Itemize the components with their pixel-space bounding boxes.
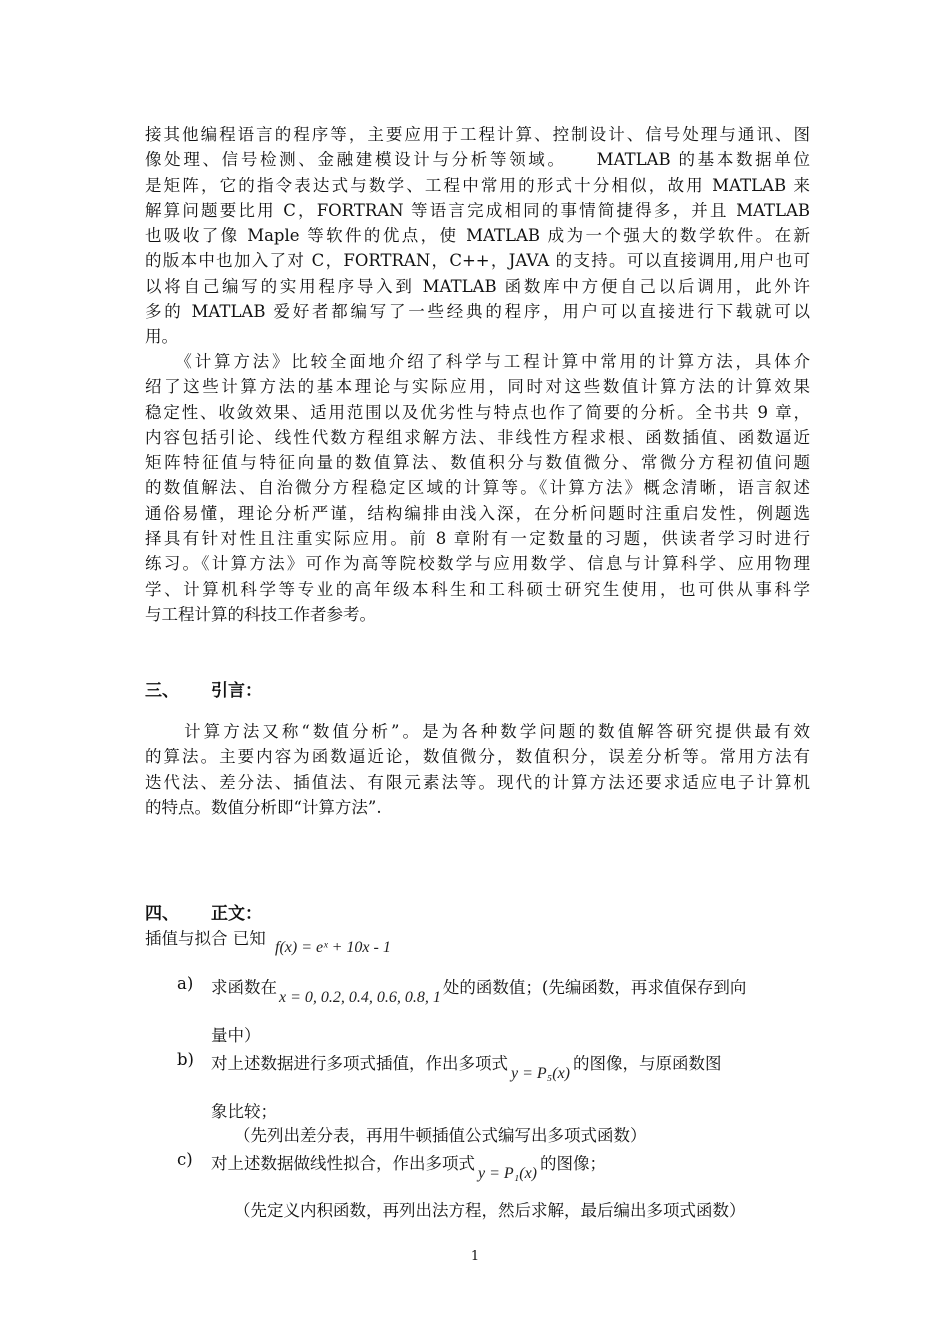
- paragraph-line: 像处理、信号检测、金融建模设计与分析等领域。 MATLAB 的基本数据单位: [145, 150, 810, 170]
- paragraph-line: 《计算方法》比较全面地介绍了科学与工程计算中常用的计算方法，具体介: [145, 352, 810, 371]
- paragraph-line: 与工程计算的科技工作者参考。: [145, 604, 376, 624]
- item-c-line: [211, 1150, 606, 1182]
- paragraph-line: 多的 MATLAB 爱好者都编写了一些经典的程序，用户可以直接进行下载就可以: [145, 302, 810, 322]
- paragraph-line: 的算法。主要内容为函数逼近论，数值微分，数值积分，误差分析等。常用方法有: [145, 747, 810, 767]
- paragraph-line: 练习。《计算方法》可作为高等院校数学与应用数学、信息与计算科学、应用物理: [145, 554, 810, 574]
- paragraph-line: 矩阵特征值与特征向量的数值算法、数值积分与数值微分、常微分方程初值问题: [145, 453, 810, 473]
- item-c-note: （先定义内积函数，再列出法方程，然后求解，最后编出多项式函数）: [234, 1201, 746, 1220]
- paragraph-line: 以将自己编写的实用程序导入到 MATLAB 函数库中方便自己以后调用，此外许: [145, 276, 810, 296]
- paragraph-line: 绍了这些计算方法的基本理论与实际应用，同时对这些数值计算方法的计算效果: [145, 377, 810, 397]
- section-title: 引言：: [211, 681, 262, 701]
- item-b-note: （先列出差分表，再用牛顿插值公式编写出多项式函数）: [234, 1126, 647, 1145]
- section-title: 正文：: [211, 904, 262, 924]
- formula-x-values: x = 0, 0.2, 0.4, 0.6, 0.8, 1: [279, 989, 441, 1006]
- paragraph-line: 也吸收了像 Maple 等软件的优点，使 MATLAB 成为一个强大的数学软件。在新: [145, 226, 810, 246]
- item-label-b: b): [177, 1050, 194, 1069]
- paragraph-line: 的版本中也加入了对 C，FORTRAN，C++，JAVA 的支持。可以直接调用,用户也可: [145, 251, 810, 271]
- formula-f-definition: f(x) = eˣ + 10x - 1: [275, 939, 391, 956]
- section-number: 四、: [145, 904, 179, 924]
- paragraph-line: 内容包括引论、线性代数方程组求解方法、非线性方程求根、函数插值、函数逼近: [145, 427, 810, 447]
- paragraph-line: 择具有针对性且注重实际应用。前 8 章附有一定数量的习题，供读者学习时进行: [145, 529, 810, 549]
- item-b-post: 的图像，与原函数图: [573, 1054, 722, 1073]
- paragraph-computing-methods-book: [145, 349, 810, 627]
- item-a-continuation: 量中）: [211, 1026, 261, 1045]
- formula-p1: y = P₁(x): [478, 1165, 537, 1182]
- paragraph-line: 计算方法又称“数值分析”。是为各种数学问题的数值解答研究提供最有效: [145, 722, 810, 741]
- item-a-pre: 求函数在: [211, 978, 277, 997]
- intro-text: 插值与拟合 已知: [145, 929, 266, 948]
- paragraph-line: 学、计算机科学等专业的高年级本科生和工科硕士研究生使用，也可供从事科学: [145, 579, 810, 599]
- paragraph-matlab: [145, 122, 810, 350]
- section-heading-body: [145, 899, 262, 924]
- paragraph-line: 用。: [145, 327, 178, 347]
- paragraph-line: 稳定性、收敛效果、适用范围以及优劣性与特点也作了简要的分析。全书共 9 章，: [145, 402, 810, 422]
- paragraph-line: 接其他编程语言的程序等，主要应用于工程计算、控制设计、信号处理与通讯、图: [145, 125, 810, 144]
- item-a-post: 处的函数值；(先编函数，再求值保存到向: [442, 978, 747, 997]
- formula-p5: y = P₅(x): [511, 1065, 570, 1082]
- item-b-pre: 对上述数据进行多项式插值，作出多项式: [211, 1054, 508, 1073]
- item-label-c: c): [177, 1150, 193, 1169]
- item-c-post: 的图像；: [540, 1154, 606, 1173]
- item-label-a: a): [177, 974, 194, 993]
- paragraph-line: 是矩阵，它的指令表达式与数学、工程中常用的形式十分相似，故用 MATLAB 来: [145, 175, 810, 195]
- page-number: 1: [470, 1249, 480, 1264]
- paragraph-numerical-analysis: [145, 719, 810, 820]
- section-number: 三、: [145, 681, 179, 701]
- paragraph-line: 解算问题要比用 C，FORTRAN 等语言完成相同的事情简捷得多，并且 MATLAB: [145, 200, 810, 220]
- paragraph-line: 的数值解法、自治微分方程稳定区域的计算等。《计算方法》概念清晰，语言叙述: [145, 478, 810, 498]
- intro-line: [145, 925, 391, 956]
- item-c-pre: 对上述数据做线性拟合，作出多项式: [211, 1154, 475, 1173]
- item-b-line: [211, 1050, 722, 1082]
- paragraph-line: 通俗易懂，理论分析严谨，结构编排由浅入深，在分析问题时注重启发性，例题选: [145, 503, 810, 523]
- item-b-continuation: 象比较；: [211, 1102, 277, 1121]
- paragraph-line: 的特点。数值分析即“计算方法”.: [145, 797, 382, 817]
- section-heading-intro: [145, 676, 262, 701]
- item-a-line: [211, 974, 747, 1006]
- paragraph-line: 迭代法、差分法、插值法、有限元素法等。现代的计算方法还要求适应电子计算机: [145, 772, 810, 792]
